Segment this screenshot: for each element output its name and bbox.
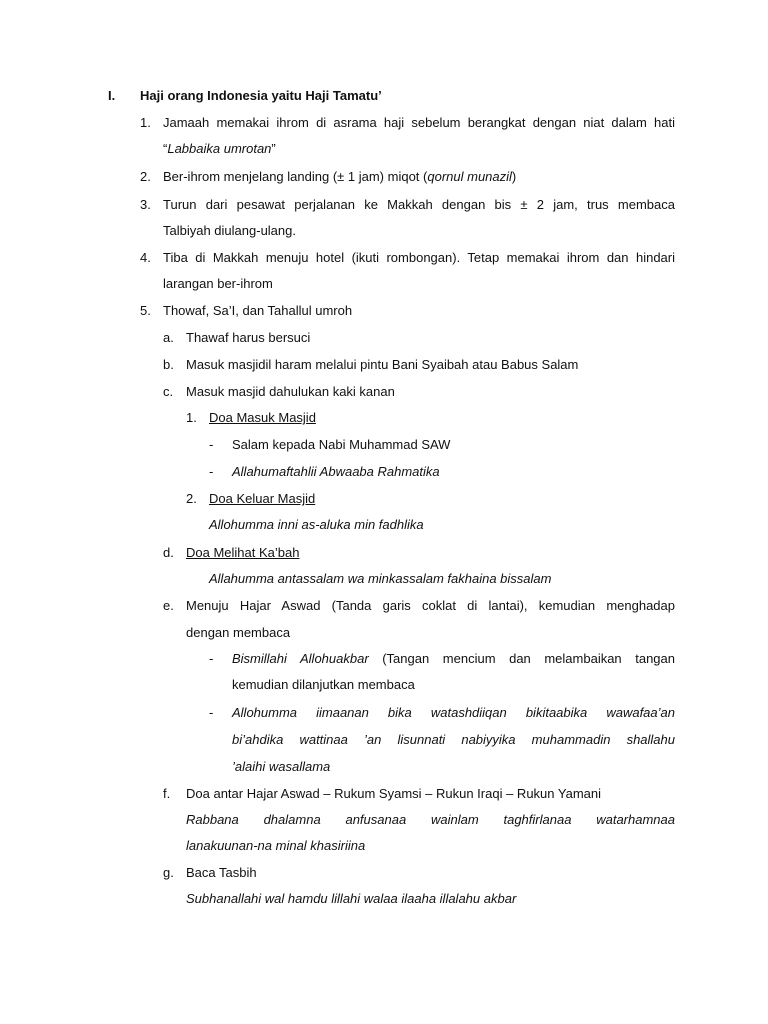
subitem-b-text: Masuk masjidil haram melalui pintu Bani Syaibah atau Babus Salam bbox=[186, 357, 579, 372]
item-3-line-2: Talbiyah diulang-ulang. bbox=[163, 223, 296, 238]
subitem-f-text: Doa antar Hajar Aswad – Rukum Syamsi – Rukun Iraqi – Rukun Yamani bbox=[186, 786, 601, 801]
bullet-dash: - bbox=[209, 437, 214, 452]
item-number: 2. bbox=[140, 169, 151, 184]
doa-masuk-bullet-1: Salam kepada Nabi Muhammad SAW bbox=[232, 437, 451, 452]
subitem-e-bullet-2-line-2: bi’ahdika wattinaa ’an lisunnati nabiyyika muhammadin shallahu bbox=[232, 732, 675, 747]
subitem-e-line-2: dengan membaca bbox=[186, 625, 291, 640]
subitem-marker: c. bbox=[163, 384, 174, 399]
subitem-e-bullet-2-line-1: Allohumma iimaanan bika watashdiiqan bikitaabika wawafaa’an bbox=[232, 705, 675, 720]
section-marker: I. bbox=[108, 88, 116, 103]
subitem-marker: e. bbox=[163, 598, 174, 613]
quote-italic: Labbaika umrotan bbox=[167, 141, 272, 156]
subitem-marker: f. bbox=[163, 786, 171, 801]
item-number: 3. bbox=[140, 197, 151, 212]
item-5-text: Thowaf, Sa’I, dan Tahallul umroh bbox=[163, 303, 353, 318]
doa-melihat-kabah-text: Allahumma antassalam wa minkassalam fakhaina bissalam bbox=[209, 571, 552, 586]
quote-open: “ bbox=[163, 141, 168, 156]
item-1-line-2 bbox=[163, 141, 276, 157]
item-1-line-1: Jamaah memakai ihrom di asrama haji sebelum berangkat dengan niat dalam hati bbox=[163, 115, 675, 130]
subitem-e-bullet-1-line-1 bbox=[232, 651, 675, 667]
subitem-a-text: Thawaf harus bersuci bbox=[186, 330, 311, 345]
doa-keluar-masjid-title: Doa Keluar Masjid bbox=[209, 491, 316, 506]
item-2-text-end: ) bbox=[511, 169, 517, 184]
subitem-c-text: Masuk masjid dahulukan kaki kanan bbox=[186, 384, 395, 399]
item-number: 4. bbox=[140, 250, 151, 265]
subitem-f-prayer-line-2: lanakuunan-na minal khasiriina bbox=[186, 838, 366, 853]
doa-keluar-masjid-text: Allohumma inni as-aluka min fadhlika bbox=[209, 517, 424, 532]
item-2-italic: qornul munazil bbox=[427, 169, 512, 184]
item-2-text: Ber-ihrom menjelang landing (± 1 jam) miqot ( bbox=[163, 169, 428, 184]
doa-number: 1. bbox=[186, 410, 197, 425]
doa-melihat-kabah-title: Doa Melihat Ka’bah bbox=[186, 545, 300, 560]
subitem-marker: g. bbox=[163, 865, 174, 880]
bismillah-italic: Bismillahi Allohuakbar bbox=[232, 651, 369, 666]
subitem-e-bullet-2-line-3: ’alaihi wasallama bbox=[232, 759, 331, 774]
subitem-g-text: Baca Tasbih bbox=[186, 865, 257, 880]
section-title: Haji orang Indonesia yaitu Haji Tamatu’ bbox=[140, 88, 382, 103]
subitem-marker: b. bbox=[163, 357, 174, 372]
doa-masuk-bullet-2: Allahumaftahlii Abwaaba Rahmatika bbox=[232, 464, 440, 479]
doa-masuk-masjid-title: Doa Masuk Masjid bbox=[209, 410, 316, 425]
subitem-e-bullet-1-line-2: kemudian dilanjutkan membaca bbox=[232, 677, 415, 692]
bullet-dash: - bbox=[209, 464, 214, 479]
doa-number: 2. bbox=[186, 491, 197, 506]
subitem-f-prayer-line-1: Rabbana dhalamna anfusanaa wainlam taghfirlanaa watarhamnaa bbox=[186, 812, 675, 827]
quote-close: ” bbox=[271, 141, 276, 156]
bullet-1-text: (Tangan mencium dan melambaikan tangan bbox=[368, 651, 676, 666]
subitem-marker: a. bbox=[163, 330, 174, 345]
item-3-line-1: Turun dari pesawat perjalanan ke Makkah dengan bis ± 2 jam, trus membaca bbox=[163, 197, 675, 212]
item-number: 1. bbox=[140, 115, 151, 130]
subitem-g-prayer: Subhanallahi wal hamdu lillahi walaa ilaaha illalahu akbar bbox=[186, 891, 517, 906]
subitem-e-line-1: Menuju Hajar Aswad (Tanda garis coklat di lantai), kemudian menghadap bbox=[186, 598, 675, 613]
item-2-line-1 bbox=[163, 169, 516, 185]
bullet-dash: - bbox=[209, 651, 214, 666]
bullet-dash: - bbox=[209, 705, 214, 720]
item-4-line-1: Tiba di Makkah menuju hotel (ikuti rombongan). Tetap memakai ihrom dan hindari bbox=[163, 250, 675, 265]
item-number: 5. bbox=[140, 303, 151, 318]
item-4-line-2: larangan ber-ihrom bbox=[163, 276, 273, 291]
subitem-marker: d. bbox=[163, 545, 174, 560]
